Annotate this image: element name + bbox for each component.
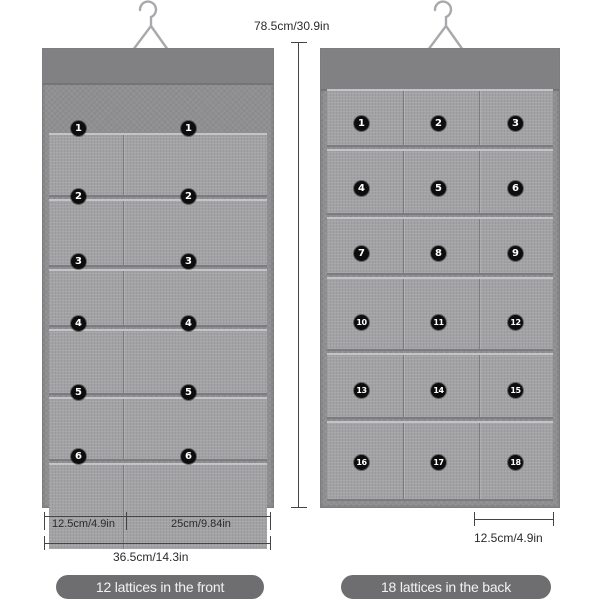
front-pocket-divider: [123, 201, 124, 265]
back-badge: 13: [354, 383, 369, 398]
front-pocket-divider: [123, 399, 124, 459]
front-badge: 5: [71, 385, 86, 400]
front-hanger-icon: [126, 0, 172, 52]
back-badge: 12: [508, 315, 523, 330]
front-pocket-dim-tick: [270, 512, 271, 530]
back-top-band: [321, 49, 559, 91]
front-width-dim-line: [44, 543, 271, 544]
back-badge: 8: [431, 246, 446, 261]
back-badge: 2: [431, 116, 446, 131]
front-badge: 1: [71, 121, 86, 136]
back-badge: 3: [508, 116, 523, 131]
back-badge: 4: [354, 181, 369, 196]
front-pocket-row-1: [49, 133, 267, 197]
back-pocket-divider: [479, 279, 480, 349]
front-small-pocket-label: 12.5cm/4.9in: [52, 518, 115, 530]
back-pocket-divider: [403, 423, 404, 499]
front-pocket-divider: [123, 271, 124, 325]
back-pocket-divider: [479, 355, 480, 417]
front-caption: 12 lattices in the front: [56, 575, 264, 599]
height-dimension-label: 78.5cm/30.9in: [254, 19, 330, 33]
back-pocket-divider: [403, 91, 404, 145]
front-pocket-divider: [123, 135, 124, 195]
back-pocket-divider: [403, 279, 404, 349]
front-pocket-dim-line: [44, 516, 271, 517]
back-hanger-icon: [421, 0, 467, 52]
back-pocket-divider: [479, 91, 480, 145]
back-pocket-divider: [479, 423, 480, 499]
front-organizer-panel: [42, 48, 274, 508]
front-pocket-divider: [123, 331, 124, 393]
back-pocket-divider: [479, 219, 480, 273]
front-pocket-dim-tick: [44, 512, 45, 530]
back-badge: 1: [354, 116, 369, 131]
front-width-label: 36.5cm/14.3in: [113, 550, 189, 564]
back-pocket-dim-line: [474, 519, 554, 520]
front-pocket-divider: [123, 465, 124, 549]
back-badge: 9: [508, 246, 523, 261]
front-badge: 6: [71, 449, 86, 464]
front-badge: 2: [181, 189, 196, 204]
back-pocket-row-4: [327, 277, 553, 351]
front-top-band: [43, 49, 273, 85]
back-badge: 17: [431, 455, 446, 470]
height-dimension-line: [298, 42, 299, 508]
front-badge: 2: [71, 189, 86, 204]
back-pocket-divider: [479, 151, 480, 213]
back-pocket-label: 12.5cm/4.9in: [474, 531, 543, 545]
front-large-pocket-label: 25cm/9.84in: [171, 518, 231, 530]
back-badge: 5: [431, 181, 446, 196]
front-badge: 4: [71, 316, 86, 331]
back-badge: 10: [354, 315, 369, 330]
back-caption: 18 lattices in the back: [341, 575, 551, 599]
back-pocket-divider: [403, 219, 404, 273]
back-badge: 18: [508, 455, 523, 470]
front-badge: 4: [181, 316, 196, 331]
back-badge: 7: [354, 246, 369, 261]
front-badge: 3: [181, 254, 196, 269]
height-dimension-bottom-tick: [291, 507, 307, 508]
front-pocket-dim-tick: [126, 512, 127, 530]
back-badge: 6: [508, 181, 523, 196]
front-pocket-row-6: [49, 463, 267, 549]
back-badge: 16: [354, 455, 369, 470]
front-badge: 6: [181, 449, 196, 464]
back-pocket-divider: [403, 355, 404, 417]
front-badge: 1: [181, 121, 196, 136]
front-badge: 3: [71, 254, 86, 269]
front-badge: 5: [181, 385, 196, 400]
back-pocket-divider: [403, 151, 404, 213]
back-badge: 14: [431, 383, 446, 398]
back-badge: 15: [508, 383, 523, 398]
back-badge: 11: [431, 315, 446, 330]
height-dimension-top-tick: [291, 42, 307, 43]
